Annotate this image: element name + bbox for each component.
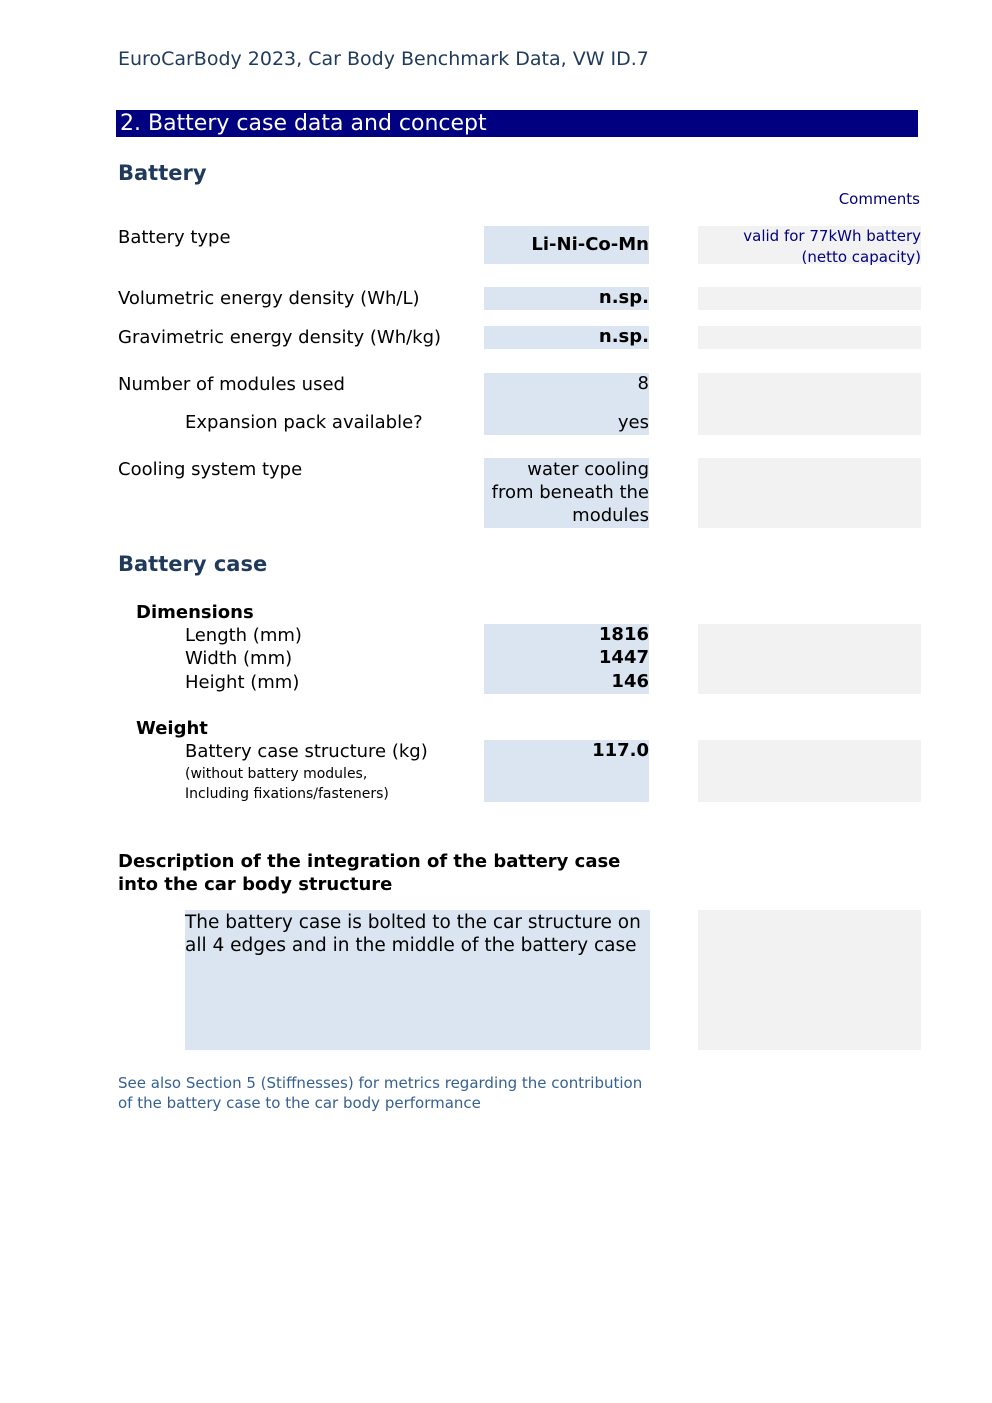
expansion-pack-label: Expansion pack available?: [185, 412, 423, 433]
battery-type-comment-line2: (netto capacity): [801, 248, 921, 266]
width-value: 1447: [598, 647, 649, 668]
battery-type-comment-line1: valid for 77kWh battery: [743, 227, 921, 245]
modules-value-cell: [484, 373, 649, 435]
case-structure-weight-value: 117.0: [592, 740, 649, 761]
width-label: Width (mm): [185, 648, 293, 669]
stiffness-footnote-line1: See also Section 5 (Stiffnesses) for metrics regarding the contribution: [118, 1074, 643, 1092]
cooling-system-value-line2: from beneath the: [491, 482, 649, 503]
battery-type-value: Li-Ni-Co-Mn: [531, 234, 649, 255]
case-structure-weight-label: Battery case structure (kg): [185, 741, 428, 762]
integration-description-text: [185, 911, 641, 957]
cooling-system-value: [492, 458, 649, 527]
section-title: 2. Battery case data and concept: [120, 111, 487, 136]
battery-type-value-cell: [484, 226, 649, 264]
battery-type-comment-cell: [698, 226, 921, 264]
battery-subsection-title: Battery: [118, 161, 207, 185]
expansion-pack-value: yes: [617, 412, 649, 433]
stiffness-footnote-line2: of the battery case to the car body performance: [118, 1094, 481, 1112]
height-value: 146: [611, 671, 649, 692]
modules-comment-cell: [698, 373, 921, 435]
gravimetric-density-label: Gravimetric energy density (Wh/kg): [118, 327, 442, 348]
comments-column-header: Comments: [838, 190, 920, 208]
cooling-system-comment-cell: [698, 458, 921, 528]
case-structure-weight-note: [185, 764, 389, 804]
case-structure-weight-value-cell: [484, 740, 649, 802]
battery-type-comment: [743, 226, 921, 268]
cooling-system-value-cell: [484, 458, 649, 528]
battery-type-label: Battery type: [118, 227, 231, 248]
battery-case-subsection-title: Battery case: [118, 552, 268, 576]
gravimetric-density-value-cell: [484, 326, 649, 349]
modules-count-label: Number of modules used: [118, 374, 345, 395]
case-structure-weight-note-line2: Including fixations/fasteners): [185, 786, 389, 802]
weight-group-title: Weight: [136, 718, 208, 739]
cooling-system-value-line1: water cooling: [527, 459, 649, 480]
integration-description-title: [118, 850, 620, 896]
length-value: 1816: [598, 624, 649, 645]
gravimetric-density-value: n.sp.: [598, 326, 649, 347]
integration-description-title-line1: Description of the integration of the battery case: [118, 851, 621, 872]
gravimetric-density-comment-cell: [698, 326, 921, 349]
dimensions-group-title: Dimensions: [136, 602, 254, 623]
length-label: Length (mm): [185, 625, 302, 646]
dimensions-comment-cell: [698, 624, 921, 694]
modules-count-value: 8: [637, 373, 649, 394]
section-title-bar: [116, 110, 918, 137]
dimensions-value-cell: [484, 624, 649, 694]
volumetric-density-value-cell: [484, 287, 649, 310]
integration-description-cell: [185, 910, 650, 1050]
case-structure-weight-note-line1: (without battery modules,: [185, 766, 368, 782]
volumetric-density-label: Volumetric energy density (Wh/L): [118, 288, 420, 309]
volumetric-density-comment-cell: [698, 287, 921, 310]
document-header: EuroCarBody 2023, Car Body Benchmark Data, VW ID.7: [118, 48, 649, 70]
integration-description-title-line2: into the car body structure: [118, 874, 393, 895]
stiffness-footnote: [118, 1073, 642, 1113]
cooling-system-value-line3: modules: [572, 505, 649, 526]
integration-description-line2: all 4 edges and in the middle of the battery case: [185, 935, 637, 956]
integration-comment-cell: [698, 910, 921, 1050]
case-structure-weight-comment-cell: [698, 740, 921, 802]
cooling-system-label: Cooling system type: [118, 459, 303, 480]
integration-description-line1: The battery case is bolted to the car structure on: [185, 912, 641, 933]
height-label: Height (mm): [185, 672, 300, 693]
volumetric-density-value: n.sp.: [598, 287, 649, 308]
